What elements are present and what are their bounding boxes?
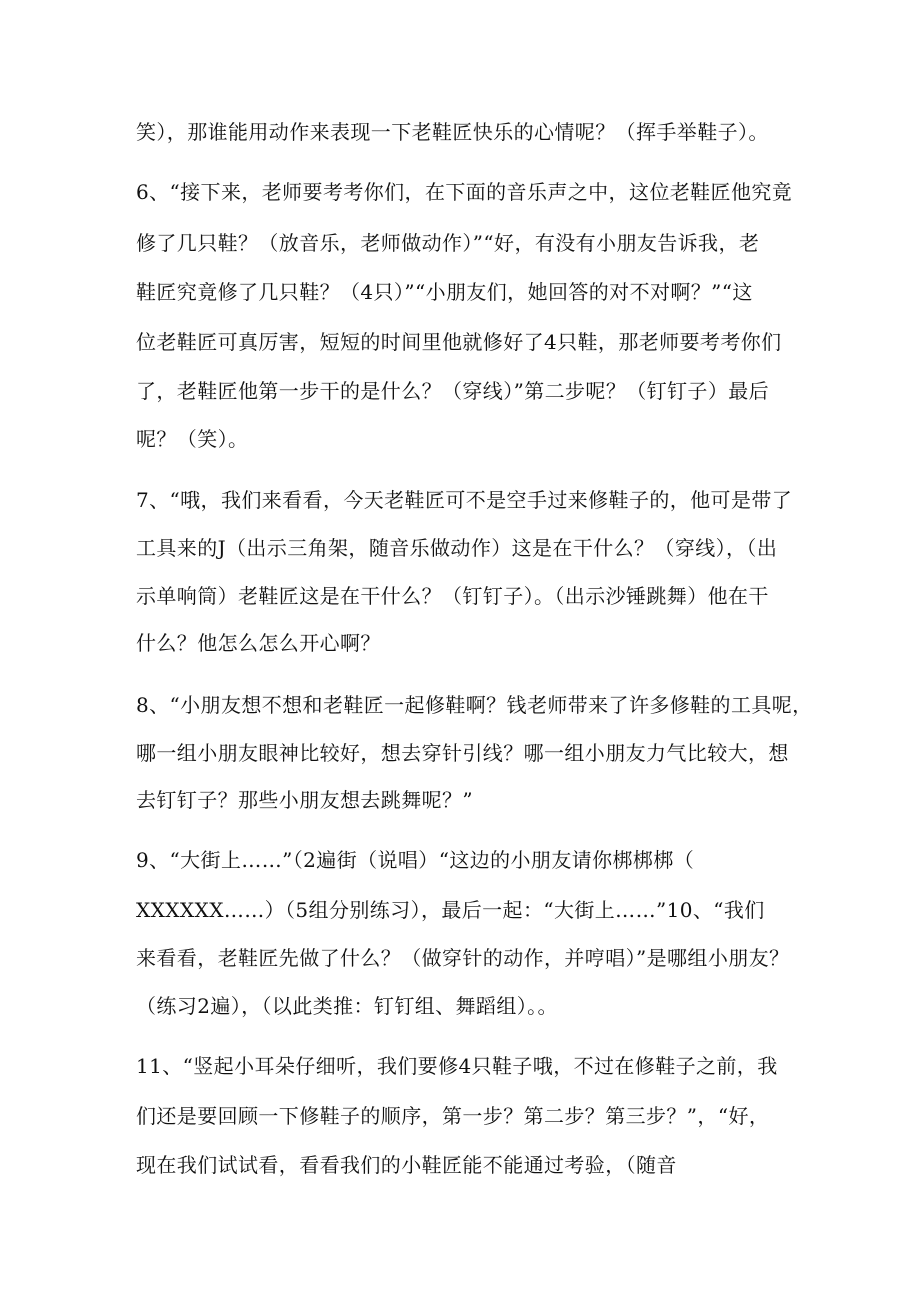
text-line: 11、“竖起小耳朵仔细听，我们要修4只鞋子哦，不过在修鞋子之前，我 (136, 1054, 778, 1078)
text-line: （练习2遍），（以此类推：钉钉组、舞蹈组）。。 (136, 994, 558, 1018)
text-line: 什么？他怎么怎么开心啊？ (136, 631, 381, 655)
text-line: 位老鞋匠可真厉害，短短的时间里他就修好了4只鞋，那老师要考考你们 (136, 330, 782, 354)
text-line: 7、“哦，我们来看看，今天老鞋匠可不是空手过来修鞋子的，他可是带了 (136, 488, 793, 512)
text-line: 修了几只鞋？（放音乐，老师做动作）”“好，有没有小朋友告诉我，老 (136, 231, 760, 255)
text-line: 示单响筒）老鞋匠这是在干什么？（钉钉子）。（出示沙锤跳舞）他在干 (136, 584, 769, 608)
text-line: 来看看，老鞋匠先做了什么？（做穿针的动作，并哼唱）”是哪组小朋友？ (136, 946, 790, 970)
text-line: 呢？（笑）。 (136, 427, 249, 451)
text-line: 了，老鞋匠他第一步干的是什么？（穿线）”第二步呢？（钉钉子）最后 (136, 379, 770, 403)
text-line: 去钉钉子？那些小朋友想去跳舞呢？” (136, 788, 474, 812)
text-line: 鞋匠究竟修了几只鞋？（4只）”“小朋友们，她回答的对不对啊？”“这 (136, 280, 753, 304)
text-line: 笑），那谁能用动作来表现一下老鞋匠快乐的心情呢？（挥手举鞋子）。 (136, 120, 769, 144)
text-line: 现在我们试试看，看看我们的小鞋匠能不能通过考验，（随音 (136, 1153, 677, 1177)
text-line: 工具来的J（出示三角架，随音乐做动作）这是在干什么？（穿线），（出 (136, 536, 778, 560)
text-line: 们还是要回顾一下修鞋子的顺序，第一步？第二步？第三步？”，“好， (136, 1104, 770, 1128)
text-line: 哪一组小朋友眼神比较好，想去穿针引线？哪一组小朋友力气比较大，想 (136, 741, 789, 765)
text-line: 6、“接下来，老师要考考你们，在下面的音乐声之中，这位老鞋匠他究竟 (136, 180, 793, 204)
text-line: 8、“小朋友想不想和老鞋匠一起修鞋啊？钱老师带来了许多修鞋的工具呢， (136, 693, 813, 717)
text-line: XXXXXX……）（5组分别练习），最后一起：“大街上……”10、“我们 (136, 898, 765, 922)
text-line: 9、“大街上……”（2遍街（说唱）“这边的小朋友请你梆梆梆（ (136, 848, 695, 872)
